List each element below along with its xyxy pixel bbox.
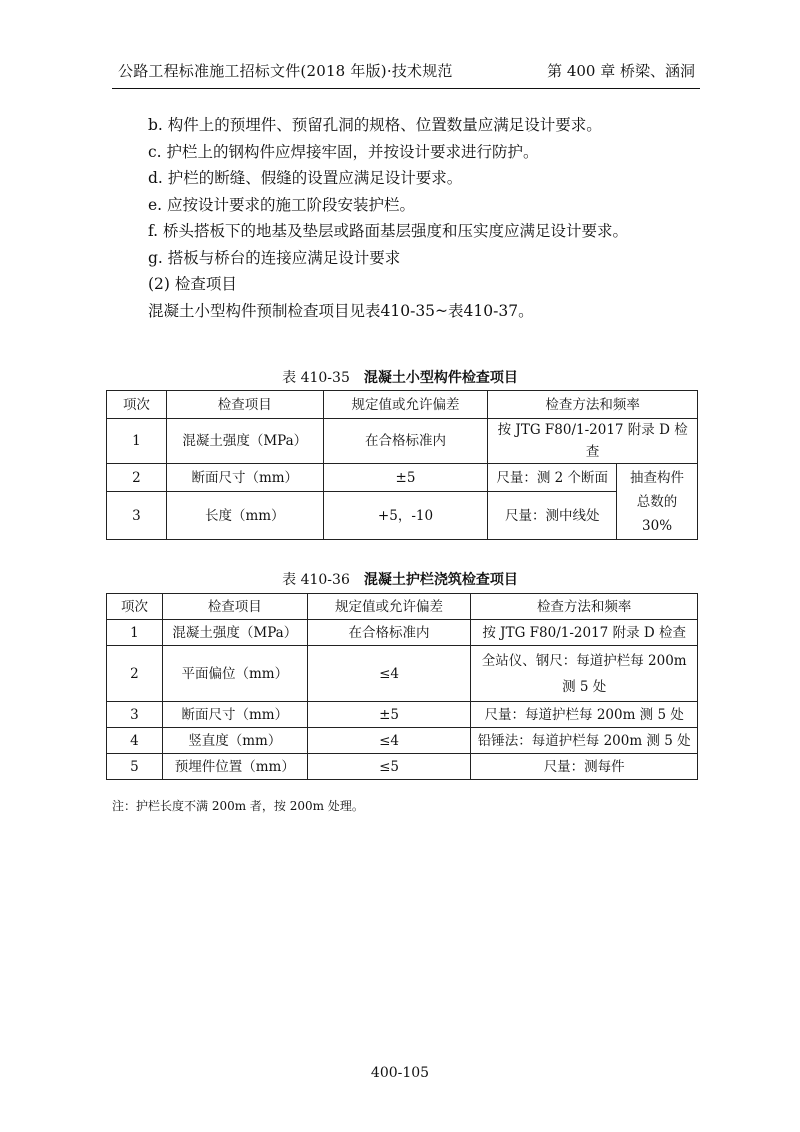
table-header-row xyxy=(107,594,698,620)
cell-no: 1 xyxy=(107,419,167,464)
header-cell: 检查方法和频率 xyxy=(471,594,698,620)
header-cell: 规定值或允许偏差 xyxy=(323,391,488,419)
table-small-members xyxy=(106,390,698,540)
method-line: 全站仪、钢尺：每道护栏每 200m xyxy=(481,652,687,669)
cell-value: 在合格标准内 xyxy=(307,620,471,646)
body-line: d. 护栏的断缝、假缝的设置应满足设计要求。 xyxy=(148,169,463,187)
cell-item: 竖直度（mm） xyxy=(162,728,307,754)
table-caption xyxy=(0,367,800,387)
body-line: g. 搭板与桥台的连接应满足设计要求 xyxy=(148,248,401,267)
cell-no: 3 xyxy=(107,702,163,728)
body-line: (2) 检查项目 xyxy=(148,275,237,293)
table-row xyxy=(107,728,698,754)
header-cell: 项次 xyxy=(107,391,167,419)
body-line: f. 桥头搭板下的地基及垫层或路面基层强度和压实度应满足设计要求。 xyxy=(148,222,629,240)
frequency-line: 抽查构件 xyxy=(630,469,685,486)
cell-method: 铅锤法：每道护栏每 200m 测 5 处 xyxy=(471,728,698,754)
cell-item: 预埋件位置（mm） xyxy=(162,754,307,780)
cell-value: +5，-10 xyxy=(323,492,488,540)
table-caption xyxy=(0,569,800,589)
cell-item: 长度（mm） xyxy=(166,492,323,540)
table-row xyxy=(107,492,698,540)
cell-value: ≤5 xyxy=(307,754,471,780)
page-number: 400-105 xyxy=(370,1065,430,1081)
table-row xyxy=(107,702,698,728)
header-cell: 规定值或允许偏差 xyxy=(307,594,471,620)
table-number: 表 410-36 xyxy=(282,572,350,588)
body-text xyxy=(148,112,728,324)
cell-no: 5 xyxy=(107,754,163,780)
table-row xyxy=(107,754,698,780)
table-guardrail-casting xyxy=(106,593,698,780)
body-line: b. 构件上的预埋件、预留孔洞的规格、位置数量应满足设计要求。 xyxy=(148,116,602,134)
header-cell: 检查方法和频率 xyxy=(488,391,698,419)
cell-no: 1 xyxy=(107,620,163,646)
cell-item: 混凝土强度（MPa） xyxy=(166,419,323,464)
frequency-line: 总数的 xyxy=(636,493,678,510)
cell-item: 混凝土强度（MPa） xyxy=(162,620,307,646)
cell-method: 按 JTG F80/1-2017 附录 D 检查 xyxy=(488,419,698,464)
chapter-title: 第 400 章 桥梁、涵洞 xyxy=(547,62,695,80)
cell-method: 按 JTG F80/1-2017 附录 D 检查 xyxy=(471,620,698,646)
cell-item: 断面尺寸（mm） xyxy=(162,702,307,728)
table-row xyxy=(107,620,698,646)
table-footnote: 注：护栏长度不满 200m 者，按 200m 处理。 xyxy=(112,799,364,813)
cell-method: 尺量：测每件 xyxy=(471,754,698,780)
cell-no: 2 xyxy=(107,646,163,702)
cell-item: 平面偏位（mm） xyxy=(162,646,307,702)
table-row xyxy=(107,419,698,464)
cell-value: ≤4 xyxy=(307,646,471,702)
header-cell: 检查项目 xyxy=(162,594,307,620)
cell-frequency xyxy=(617,464,698,540)
table-title: 混凝土护栏浇筑检查项目 xyxy=(363,572,518,588)
cell-method: 尺量：测 2 个断面 xyxy=(488,464,617,492)
cell-no: 3 xyxy=(107,492,167,540)
cell-value: ≤4 xyxy=(307,728,471,754)
body-line: e. 应按设计要求的施工阶段安装护栏。 xyxy=(148,195,416,214)
cell-value: ±5 xyxy=(323,464,488,492)
body-line: 混凝土小型构件预制检查项目见表410-35~表410-37。 xyxy=(148,301,534,320)
cell-value: ±5 xyxy=(307,702,471,728)
header-cell: 项次 xyxy=(107,594,163,620)
method-line: 测 5 处 xyxy=(562,678,607,695)
cell-value: 在合格标准内 xyxy=(323,419,488,464)
cell-item: 断面尺寸（mm） xyxy=(166,464,323,492)
cell-no: 4 xyxy=(107,728,163,754)
cell-no: 2 xyxy=(107,464,167,492)
table-title: 混凝土小型构件检查项目 xyxy=(363,370,518,386)
document-title: 公路工程标准施工招标文件(2018 年版)·技术规范 xyxy=(118,62,453,80)
cell-method: 尺量：每道护栏每 200m 测 5 处 xyxy=(471,702,698,728)
table-row xyxy=(107,646,698,702)
cell-method xyxy=(471,646,698,702)
cell-method: 尺量：测中线处 xyxy=(488,492,617,540)
table-number: 表 410-35 xyxy=(282,370,350,386)
frequency-line: 30% xyxy=(642,517,673,534)
header-cell: 检查项目 xyxy=(166,391,323,419)
header-rule xyxy=(112,88,700,89)
table-header-row xyxy=(107,391,698,419)
table-row xyxy=(107,464,698,492)
body-line: c. 护栏上的钢构件应焊接牢固，并按设计要求进行防护。 xyxy=(148,142,539,161)
